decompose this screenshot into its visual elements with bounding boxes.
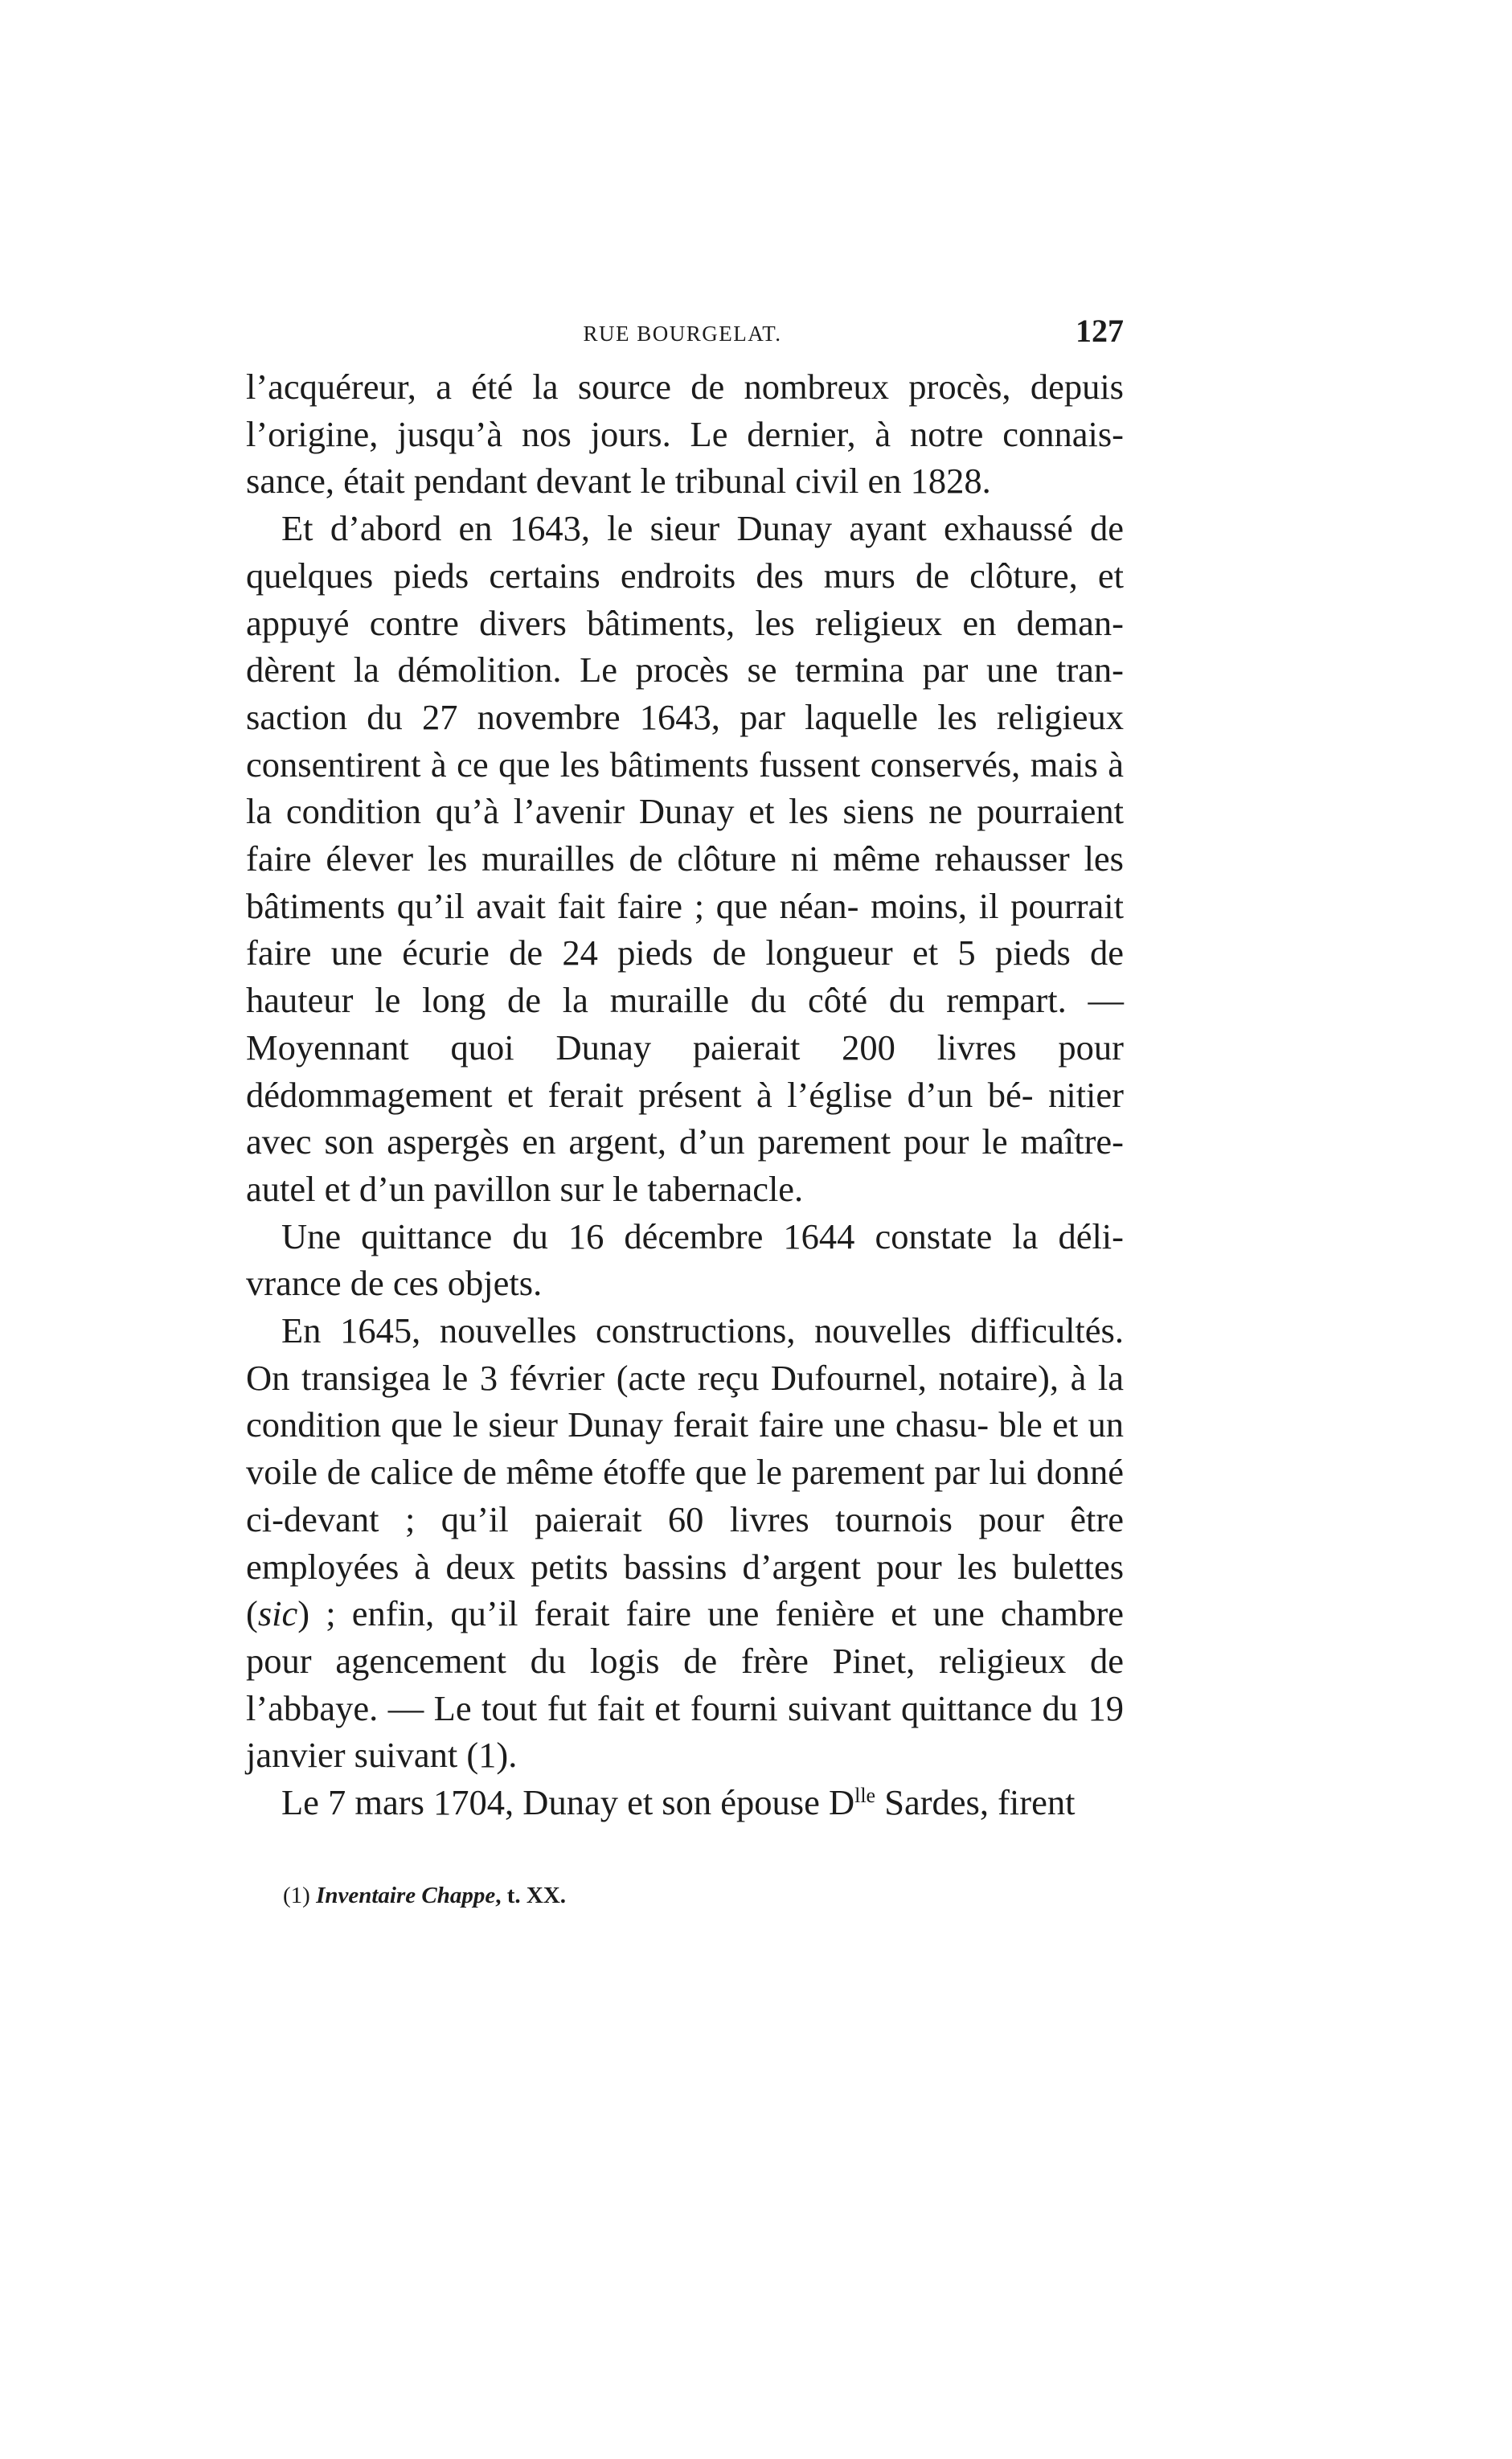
paragraph-2 [246,505,1124,1213]
text-line: ble et un voile de calice de même étoffe que le parement [246,1404,1125,1493]
page-header [241,312,1124,360]
text-line: vrance de ces objets. [246,1263,543,1304]
paragraph-5 [246,1779,1124,1826]
body-text [246,363,1124,1826]
text-line: quittance du 19 janvier suivant (1). [246,1687,1124,1776]
text-line: une chambre pour agencement du logis de frère Pinet, [246,1593,1125,1681]
paragraph-3 [246,1213,1124,1307]
text-line: Une quittance du 16 décembre 1644 constate la déli- [281,1215,1124,1256]
footnote-marker: (1) [283,1883,310,1908]
italic-sic: sic [257,1593,298,1634]
text-line: saction du 27 novembre 1643, par laquelle les religieux [246,696,1124,737]
text-fragment: ) ; enfin, qu’il ferait faire une fenière et [297,1593,917,1634]
text-line: rempart. — Moyennant quoi Dunay paierait 200 livres [246,980,1125,1068]
text-line: En 1645, nouvelles constructions, nouvelles difficultés. [281,1310,1124,1351]
text-line: moins, il pourrait faire une écurie de 24 pieds de longueur [246,885,1124,973]
footnote [283,1879,566,1912]
text-line: rehausser les bâtiments qu’il avait fait faire ; que néan- [246,838,1125,926]
paragraph-1 [246,363,1124,505]
text-line: le maître-autel et d’un pavillon sur le tabernacle. [246,1121,1125,1209]
text-line: nitier avec son aspergès en argent, d’un parement pour [246,1074,1124,1162]
text-line: par lui donné ci-devant ; qu’il paierait 60 livres tournois [246,1452,1124,1539]
text-line: dèrent la démolition. Le procès se termina par une tran- [246,650,1124,691]
text-line: l’origine, jusqu’à nos jours. Le dernier, à notre connais- [246,413,1124,454]
text-line: quelques pieds certains endroits des murs de clôture, et [246,555,1124,596]
text-fragment: Le 7 mars 1704, Dunay et son épouse D [281,1782,855,1823]
footnote-title: Inventaire Chappe [316,1883,496,1908]
text-line: pourraient faire élever les murailles de clôture ni même [246,791,1124,879]
footnote-volume: , t. XX. [495,1883,567,1908]
text-line: religieux de l’abbaye. — Le tout fut fait et fourni suivant [246,1640,1124,1728]
running-head: RUE BOURGELAT. [583,322,782,346]
text-line: sance, était pendant devant le tribunal civil en 1828. [246,461,991,502]
text-line: Et d’abord en 1643, le sieur Dunay ayant exhaussé de [281,508,1124,549]
text-line: pour être employées à deux petits bassins d’argent pour [246,1498,1124,1587]
text-line: pour dédommagement et ferait présent à l’église d’un bé- [246,1027,1124,1115]
text-line: consentirent à ce que les bâtiments fussent conservés, [246,744,1021,785]
text-line: On transigea le 3 février (acte reçu Dufournel, notaire), [246,1357,1059,1398]
text-line: appuyé contre divers bâtiments, les religieux en deman- [246,602,1124,643]
page-number: 127 [1076,313,1124,349]
text-line: mais à la condition qu’à l’avenir Dunay et les siens ne [246,744,1125,832]
text-line: à la condition que le sieur Dunay ferait faire une chasu- [246,1357,1124,1445]
paragraph-4 [246,1307,1124,1779]
text-line: l’acquéreur, a été la source de nombreux procès, depuis [246,367,1124,407]
superscript-lle: lle [854,1784,876,1808]
text-fragment: les bulettes ( [246,1546,1125,1634]
text-fragment: Sardes, firent [875,1782,1076,1823]
text-line: et 5 pieds de hauteur le long de la muraille du côté du [246,932,1124,1021]
